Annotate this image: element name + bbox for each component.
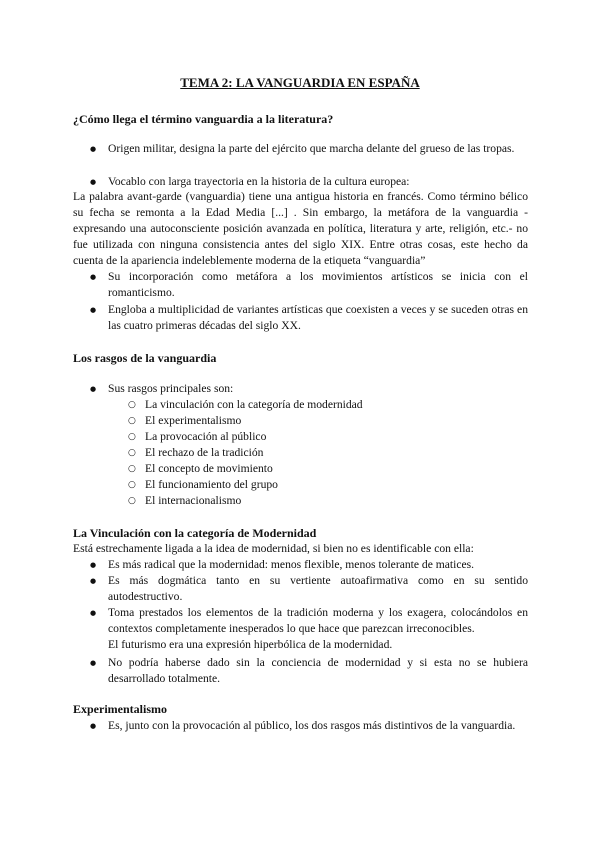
- trait-item: ○ El rechazo de la tradición: [145, 445, 525, 461]
- trait-item: ○ El internacionalismo: [145, 493, 525, 509]
- trait-item: ○ La vinculación con la categoría de modernidad: [145, 397, 525, 413]
- futurism-note: El futurismo era una expresión hiperbólica de la modernidad.: [108, 638, 393, 651]
- modernity-intro: Está estrechamente ligada a la idea de modernidad, si bien no es identificable con ella:: [73, 542, 474, 555]
- bullet-more-dogmatic: ● Es más dogmática tanto en su vertiente autoafirmativa como en su sentido autodestructivo.: [108, 573, 528, 605]
- trait-item: ○ El experimentalismo: [145, 413, 525, 429]
- trait-item: ○ La provocación al público: [145, 429, 525, 445]
- bullet-vocablo: ● Vocablo con larga trayectoria en la historia de la cultura europea:: [108, 174, 528, 190]
- bullet-distinctive-traits: ● Es, junto con la provocación al público, los dos rasgos más distintivos de la vanguardia.: [108, 718, 528, 734]
- section-heading-modernity: La Vinculación con la categoría de Modernidad: [73, 526, 317, 540]
- trait-item: ○ El funcionamiento del grupo: [145, 477, 525, 493]
- section-heading-traits: Los rasgos de la vanguardia: [73, 351, 217, 365]
- page-title: TEMA 2: LA VANGUARDIA EN ESPAÑA: [180, 75, 420, 90]
- bullet-romanticism: ● Su incorporación como metáfora a los movimientos artísticos se inicia con el romanticismo.: [108, 269, 528, 301]
- bullet-more-radical: ● Es más radical que la modernidad: menos flexible, menos tolerante de matices.: [108, 557, 528, 573]
- section-heading-origin: ¿Cómo llega el término vanguardia a la literatura?: [73, 112, 334, 126]
- section-heading-experimentalism: Experimentalismo: [73, 702, 167, 716]
- trait-item: ○ El concepto de movimiento: [145, 461, 525, 477]
- avant-garde-paragraph: La palabra avant-garde (vanguardia) tiene una antigua historia en francés. Como término bélico su fecha se remonta a la Edad Media [...] . Sin embargo, la metáfora de la vanguardia - expresando una autoconsciente posición avanzada en política, literatura y arte, religión, etc.- no fue utilizada con ninguna consistencia antes del siglo XIX. Entre otras cosas, este hecho da cuenta de la apariencia indeleblemente moderna de la etiqueta “vanguardia”: [73, 190, 528, 267]
- bullet-military-origin: ● Origen militar, designa la parte del ejército que marcha delante del grueso de las tropas.: [108, 141, 528, 157]
- bullet-borrows-tradition: ● Toma prestados los elementos de la tradición moderna y los exagera, colocándolos en contextos completamente inesperados lo que hace que parezcan irreconocibles.: [108, 605, 528, 637]
- bullet-variants: ● Engloba a multiplicidad de variantes artísticas que coexisten a veces y se suceden otras en las cuatro primeras décadas del siglo XX.: [108, 302, 528, 334]
- bullet-main-traits: ● Sus rasgos principales son:: [108, 381, 528, 397]
- bullet-awareness: ● No podría haberse dado sin la conciencia de modernidad y si esta no se hubiera desarrollado totalmente.: [108, 655, 528, 687]
